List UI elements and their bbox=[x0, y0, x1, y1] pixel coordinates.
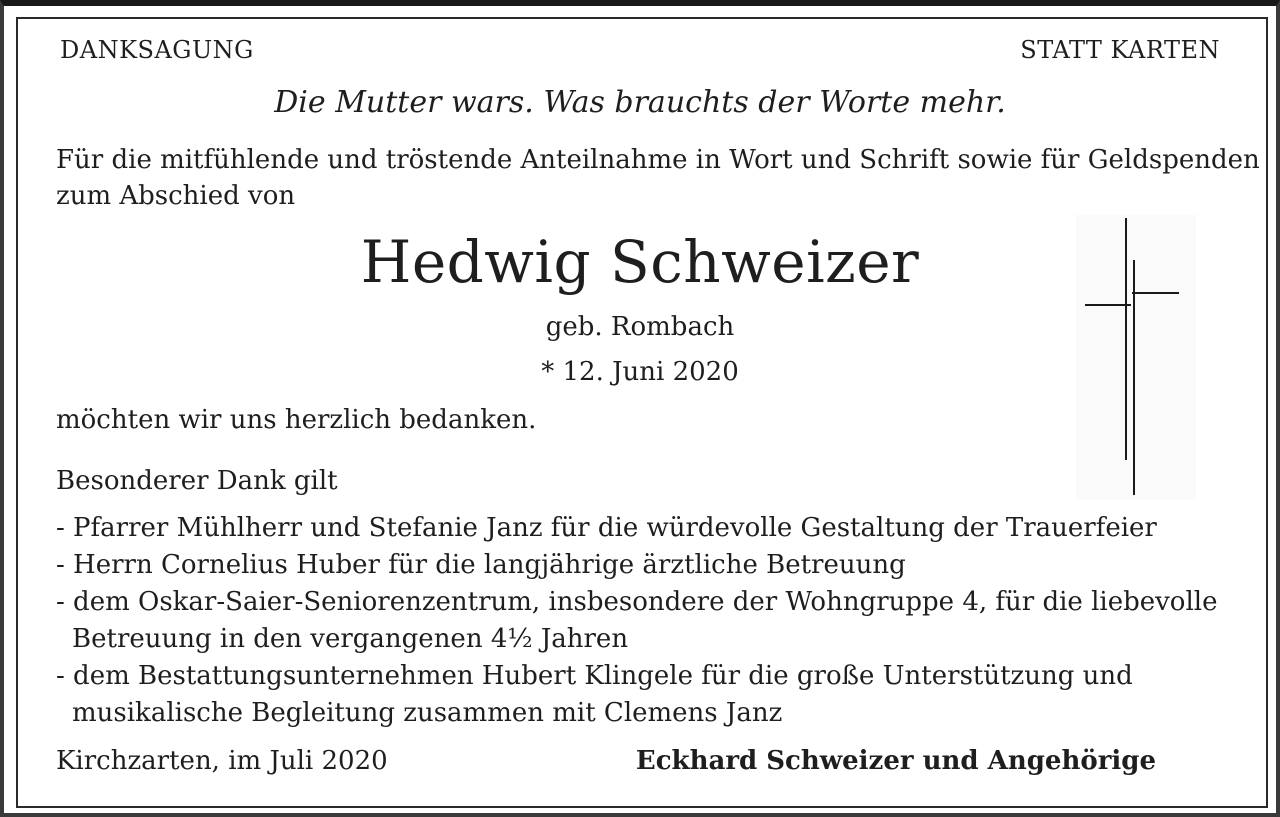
list-item: - dem Bestattungsunternehmen Hubert Klingele für die große Unterstützung und musikalische Begleitung zusammen mit Clemens Janz bbox=[56, 661, 1133, 728]
intro-line-2: zum Abschied von bbox=[56, 181, 296, 211]
special-thanks-list bbox=[56, 510, 1217, 732]
intro-line-1: Für die mitfühlende und tröstende Anteilnahme in Wort und Schrift sowie für Geldspenden bbox=[56, 145, 1260, 175]
header-right-label: STATT KARTEN bbox=[1020, 36, 1220, 64]
birth-date: * 12. Juni 2020 bbox=[541, 357, 739, 387]
place-date: Kirchzarten, im Juli 2020 bbox=[56, 746, 388, 776]
motto: Die Mutter wars. Was brauchts der Worte mehr. bbox=[274, 85, 1006, 120]
list-item: - Pfarrer Mühlherr und Stefanie Janz für die würdevolle Gestaltung der Trauerfeier bbox=[56, 513, 1157, 543]
deceased-name: Hedwig Schweizer bbox=[360, 228, 920, 296]
thanks-line: möchten wir uns herzlich bedanken. bbox=[56, 405, 537, 435]
header-left-label: DANKSAGUNG bbox=[60, 36, 254, 64]
signature: Eckhard Schweizer und Angehörige bbox=[635, 746, 1156, 776]
maiden-name: geb. Rombach bbox=[545, 312, 735, 342]
list-item: - Herrn Cornelius Huber für die langjährige ärztliche Betreuung bbox=[56, 550, 906, 580]
list-item: - dem Oskar-Saier-Seniorenzentrum, insbesondere der Wohngruppe 4, für die liebevolle Betreuung in den vergangenen 4½ Jahren bbox=[56, 587, 1218, 654]
cross-icon bbox=[1076, 215, 1196, 500]
special-thanks-heading: Besonderer Dank gilt bbox=[56, 466, 338, 496]
